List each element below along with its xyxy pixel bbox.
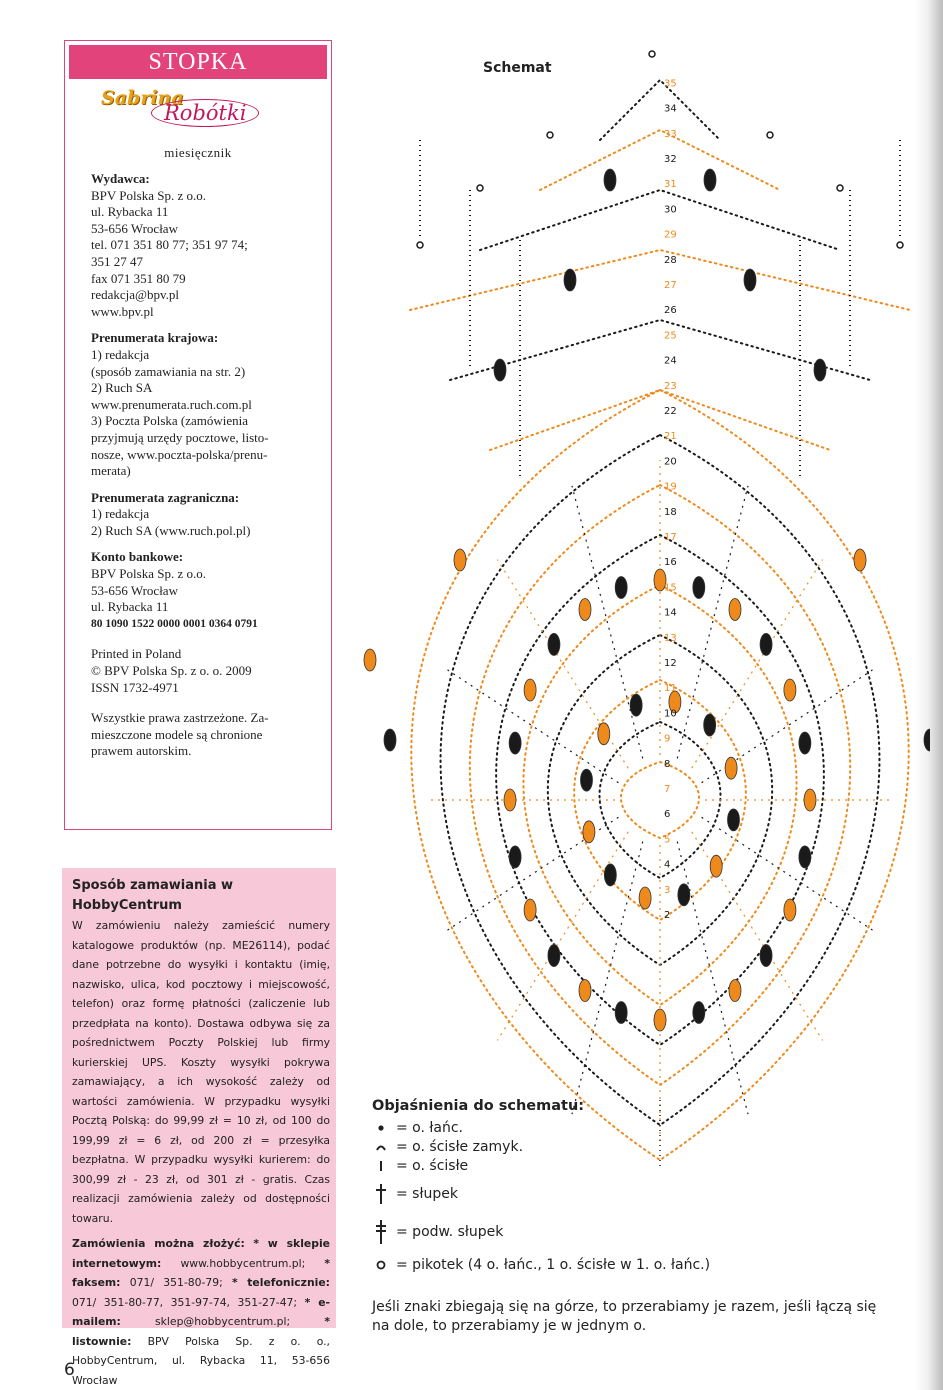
diagram-puff-stitch — [693, 576, 705, 598]
legend-text: = o. łańc. — [396, 1119, 463, 1136]
publisher-line: tel. 071 351 80 77; 351 97 74; — [91, 237, 248, 253]
double-dagger-icon — [372, 1219, 390, 1245]
diagram-spoke — [677, 842, 748, 1115]
diagram-row-number: 23 — [664, 380, 677, 392]
legend-text: = słupek — [396, 1186, 458, 1202]
diagram-row-number: 18 — [664, 506, 677, 518]
diagram-row-number: 7 — [664, 784, 671, 795]
diagram-crown-tier — [450, 320, 870, 380]
domestic-line: www.prenumerata.ruch.com.pl — [91, 396, 252, 412]
diagram-puff-stitch — [654, 1009, 666, 1031]
diagram-puff-stitch — [548, 633, 560, 655]
diagram-row-number: 34 — [664, 103, 677, 115]
diagram-row-number: 11 — [664, 683, 677, 695]
publisher-line: fax 071 351 80 79 — [91, 270, 186, 286]
publisher-heading: Wydawca: — [91, 171, 150, 186]
diagram-row-number: 4 — [664, 859, 671, 871]
rights-line: mieszczone modele są chronione — [91, 726, 263, 742]
ordering-title: Sposób zamawiania w HobbyCentrum — [72, 878, 234, 913]
bank-line: 53-656 Wrocław — [91, 582, 178, 598]
logo-sabrina-text: Sabrina — [101, 87, 184, 109]
diagram-spoke — [572, 486, 643, 759]
legend-row — [372, 1156, 710, 1175]
diagram-picot — [547, 132, 553, 138]
bar-icon — [372, 1160, 390, 1172]
order-fax-label: * faksem: — [72, 1256, 331, 1289]
domestic-line: nosze, www.poczta-polska/prenu- — [91, 446, 268, 462]
magazine-logo — [65, 83, 331, 143]
diagram-puff-stitch — [384, 729, 396, 751]
diagram-row-number: 13 — [664, 632, 677, 644]
issn-line: ISSN 1732-4971 — [91, 679, 179, 695]
diagram-round-6 — [496, 535, 824, 1045]
diagram-puff-stitch — [504, 789, 516, 811]
diagram-picot — [649, 51, 655, 57]
bank-account-section — [91, 549, 331, 632]
domestic-line: merata) — [91, 463, 131, 479]
diagram-puff-stitch — [704, 169, 716, 191]
diagram-puff-stitch — [364, 649, 376, 671]
foreign-line: 2) Ruch SA (www.ruch.pol.pl) — [91, 522, 251, 538]
diagram-picot — [477, 185, 483, 191]
domestic-line: przyjmują urzędy pocztowe, listo- — [91, 429, 269, 445]
diagram-crown-tier — [540, 130, 780, 190]
domestic-line: 1) redakcja — [91, 346, 150, 362]
diagram-row-number: 15 — [664, 582, 677, 594]
diagram-crown-tier — [410, 250, 910, 310]
diagram-round-9 — [411, 390, 908, 1160]
diagram-puff-stitch — [814, 359, 826, 381]
diagram-puff-stitch — [804, 789, 816, 811]
order-shop-label: * w sklepie internetowym: — [72, 1237, 330, 1270]
diagram-puff-stitch — [509, 846, 521, 868]
page-number: 6 — [64, 1360, 75, 1380]
imprint-title: STOPKA — [69, 45, 327, 79]
diagram-row-number: 16 — [664, 557, 677, 569]
diagram-puff-stitch — [630, 694, 642, 716]
diagram-puff-stitch — [615, 1002, 627, 1024]
domestic-line: (sposób zamawiania na str. 2) — [91, 363, 246, 379]
dot-icon — [372, 1123, 390, 1133]
bank-line: BPV Polska Sp. z o.o. — [91, 566, 206, 582]
diagram-row-number: 30 — [664, 204, 677, 216]
legend-note: Jeśli znaki zbiegają się na górze, to przerabiamy je razem, jeśli łączą się na dole, to przerabiamy je w jednym o. — [372, 1299, 877, 1334]
diagram-puff-stitch — [583, 821, 595, 843]
diagram-row-number: 8 — [664, 758, 671, 770]
diagram-picot — [767, 132, 773, 138]
diagram-row-number: 31 — [664, 179, 677, 191]
diagram-puff-stitch — [604, 169, 616, 191]
diagram-legend — [372, 1098, 710, 1279]
foreign-subscription-section — [91, 490, 331, 540]
diagram-puff-stitch — [924, 729, 930, 751]
ordering-info-box — [62, 868, 336, 1387]
publisher-line: 351 27 47 — [91, 253, 143, 269]
diagram-row-number: 19 — [664, 481, 677, 493]
diagram-puff-stitch — [524, 679, 536, 701]
diagram-picot — [417, 242, 423, 248]
diagram-row-number: 10 — [664, 708, 677, 720]
diagram-row-number: 2 — [664, 910, 671, 921]
legend-text: = pikotek (4 o. łańc., 1 o. ścisłe w 1. o. łańc.) — [396, 1257, 711, 1273]
diagram-puff-stitch — [799, 846, 811, 868]
publisher-section — [91, 171, 331, 320]
diagram-puff-stitch — [729, 598, 741, 620]
diagram-puff-stitch — [580, 769, 592, 791]
diagram-puff-stitch — [760, 945, 772, 967]
diagram-row-number: 17 — [664, 532, 677, 543]
legend-row — [372, 1118, 710, 1137]
crochet-diagram — [340, 40, 930, 1180]
diagram-puff-stitch — [579, 598, 591, 620]
diagram-picot — [837, 185, 843, 191]
diagram-puff-stitch — [548, 945, 560, 967]
dagger-icon — [372, 1183, 390, 1205]
diagram-row-number: 24 — [664, 355, 677, 367]
diagram-row-number: 28 — [664, 254, 677, 266]
diagram-puff-stitch — [744, 269, 756, 291]
publisher-line: BPV Polska Sp. z o.o. — [91, 187, 206, 203]
diagram-puff-stitch — [615, 576, 627, 598]
diagram-puff-stitch — [710, 855, 722, 877]
order-shop-link[interactable]: www.hobbycentrum.pl; — [180, 1256, 306, 1270]
diagram-row-number: 3 — [664, 884, 671, 896]
order-intro: Zamówienia można złożyć: — [72, 1237, 245, 1250]
diagram-row-number: 33 — [664, 128, 677, 140]
magazine-frequency: miesięcznik — [164, 145, 232, 160]
ordering-body: W zamówieniu należy zamieścić numery katalogowe produktów (np. ME26114), podać dane potrzebne do wysyłki i kontaktu (imię, nazwisko, ulica, kod pocztowy i miejscowość, telefon) oraz formę płatności (zaliczenie lub przedpłata na konto). Dostawa odbywa się za pośrednictwem Poczty Polskiej lub firmy kurierskiej UPS. Koszty wysyłki pokrywa zamawiający, a ich wysokość zależy od wartości zamówienia. W przypadku wysyłki Pocztą Polską: do 99,99 zł = 10 zł, od 100 do 199,99 zł = 6 zł, od 200 zł = przesyłka bezpłatna. W przypadku wysyłki kurierem: do 300,99 zł - 23 zł, od 301 zł - gratis. Czas realizacji zamówienia zależy od dostępności towaru. — [72, 919, 330, 1225]
diagram-puff-stitch — [725, 757, 737, 779]
diagram-row-number: 6 — [664, 809, 671, 821]
diagram-puff-stitch — [760, 633, 772, 655]
diagram-row-number: 20 — [664, 456, 677, 468]
legend-text: = o. ścisłe zamyk. — [396, 1138, 524, 1155]
order-mail-address: BPV Polska Sp. z o. o., HobbyCentrum, ul. Rybacka 11, 53-656 Wrocław — [72, 1334, 330, 1387]
diagram-puff-stitch — [728, 809, 740, 831]
domestic-subscription-section — [91, 330, 331, 479]
printed-line: Printed in Poland — [91, 646, 182, 662]
diagram-row-number: 26 — [664, 305, 677, 317]
diagram-puff-stitch — [579, 980, 591, 1002]
arc-icon — [372, 1142, 390, 1152]
diagram-puff-stitch — [564, 269, 576, 291]
order-fax: 071/ 351-80-79; — [129, 1276, 223, 1289]
logo-robotki-text: Robótki — [151, 99, 259, 127]
legend-row — [372, 1137, 710, 1156]
bank-line: ul. Rybacka 11 — [91, 599, 169, 615]
order-email-link[interactable]: sklep@hobbycentrum.pl; — [155, 1315, 291, 1328]
bank-account-heading: Konto bankowe: — [91, 549, 184, 565]
diagram-puff-stitch — [704, 714, 716, 736]
diagram-puff-stitch — [604, 864, 616, 886]
foreign-line: 1) redakcja — [91, 506, 150, 522]
diagram-crown-tier — [480, 190, 840, 250]
publisher-line: redakcja@bpv.pl — [91, 287, 180, 303]
diagram-puff-stitch — [784, 679, 796, 701]
publisher-line: 53-656 Wrocław — [91, 220, 178, 236]
legend-row — [372, 1175, 710, 1213]
rights-section — [91, 710, 319, 760]
publisher-line: www.bpv.pl — [91, 303, 154, 319]
legend-text: = o. ścisłe — [396, 1157, 469, 1174]
diagram-puff-stitch — [494, 359, 506, 381]
diagram-row-number: 22 — [664, 406, 677, 417]
foreign-subscription-heading: Prenumerata zagraniczna: — [91, 489, 240, 505]
diagram-row-number: 14 — [664, 607, 677, 619]
publisher-line: ul. Rybacka 11 — [91, 204, 169, 220]
diagram-puff-stitch — [729, 980, 741, 1002]
diagram-puff-stitch — [854, 549, 866, 571]
order-phone: 071/ 351-80-77, 351-97-74, 351-27-47; — [72, 1295, 298, 1309]
diagram-round-2 — [600, 722, 721, 878]
diagram-row-number: 25 — [664, 330, 677, 342]
domestic-line: 3) Poczta Polska (zamówienia — [91, 413, 249, 429]
diagram-puff-stitch — [509, 732, 521, 754]
rights-line: prawem autorskim. — [91, 743, 192, 759]
copyright-line: © BPV Polska Sp. z o. o. 2009 — [91, 663, 252, 679]
rights-line: Wszystkie prawa zastrzeżone. Za- — [91, 710, 269, 726]
legend-title: Objaśnienia do schematu: — [372, 1098, 585, 1114]
order-email-label: * e-mailem: — [72, 1295, 330, 1328]
diagram-row-number: 27 — [664, 280, 677, 291]
domestic-subscription-heading: Prenumerata krajowa: — [91, 330, 219, 346]
order-mail-label: * listownie: — [72, 1315, 330, 1348]
diagram-puff-stitch — [678, 884, 690, 906]
diagram-round-1 — [621, 762, 699, 838]
legend-row — [372, 1251, 710, 1279]
legend-text: = podw. słupek — [396, 1224, 504, 1240]
diagram-puff-stitch — [784, 899, 796, 921]
diagram-row-number: 5 — [664, 834, 671, 846]
diagram-puff-stitch — [799, 732, 811, 754]
domestic-line: 2) Ruch SA — [91, 380, 153, 396]
ordering-channels — [72, 1234, 330, 1390]
diagram-row-number: 29 — [664, 229, 677, 241]
diagram-puff-stitch — [598, 723, 610, 745]
diagram-puff-stitch — [639, 887, 651, 909]
legend-row — [372, 1213, 710, 1251]
diagram-row-number: 12 — [664, 658, 677, 669]
diagram-picot — [897, 242, 903, 248]
ring-icon — [372, 1259, 390, 1271]
order-phone-label: * telefonicznie: — [232, 1276, 330, 1289]
diagram-puff-stitch — [454, 549, 466, 571]
diagram-row-number: 9 — [664, 733, 671, 745]
diagram-row-number: 35 — [664, 78, 677, 90]
bank-account-number: 80 1090 1522 0000 0001 0364 0791 — [91, 617, 258, 630]
imprint-box — [64, 40, 332, 830]
diagram-puff-stitch — [524, 899, 536, 921]
diagram-row-number: 32 — [664, 154, 677, 165]
diagram-puff-stitch — [693, 1002, 705, 1024]
diagram-title: Schemat — [483, 60, 552, 76]
printed-section — [91, 646, 331, 696]
diagram-crown-tier — [490, 390, 830, 450]
diagram-row-number: 21 — [664, 431, 677, 443]
